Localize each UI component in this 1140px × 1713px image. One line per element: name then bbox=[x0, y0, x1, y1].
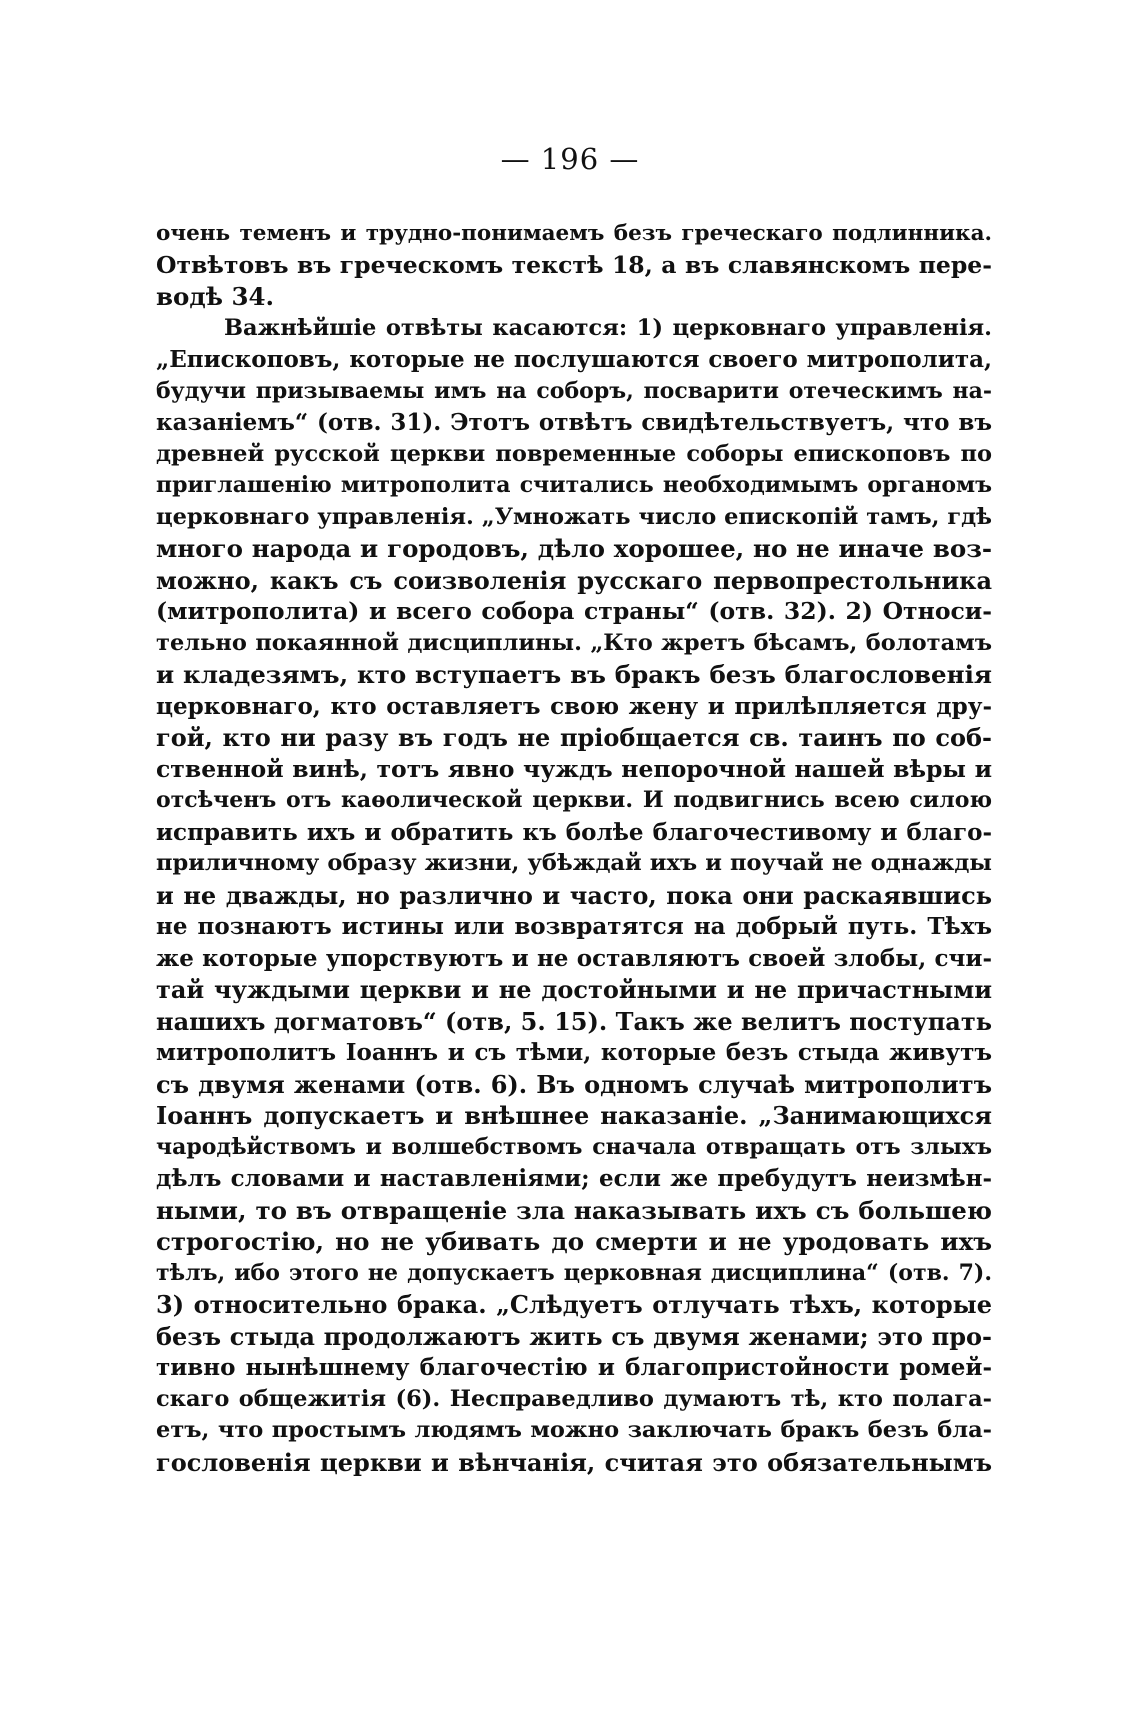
text-line: и не дважды, но различно и часто, пока они раскаявшись bbox=[156, 880, 992, 910]
text-line: съ двумя женами (отв. 6). Въ одномъ случаѣ митрополитъ bbox=[156, 1069, 992, 1099]
text-line: тивно нынѣшнему благочестію и благопристойности ромей- bbox=[156, 1354, 992, 1381]
text-line: дѣлъ словами и наставленіями; если же пребудутъ неизмѣн- bbox=[156, 1165, 992, 1192]
text-line: (митрополита) и всего собора страны“ (отв. 32). 2) Относи- bbox=[156, 597, 992, 625]
text-line: же которые упорствуютъ и не оставляютъ своей злобы, счи- bbox=[156, 944, 992, 972]
text-line: гой, кто ни разу въ годъ не пріобщается св. таинъ по соб- bbox=[156, 723, 992, 752]
body-text bbox=[156, 218, 992, 1478]
text-line: водѣ 34. bbox=[156, 282, 275, 311]
text-line: тѣлъ, ибо этого не допускаетъ церковная дисциплина“ (отв. 7). bbox=[156, 1259, 992, 1286]
text-line: церковнаго управленія. „Умножать число епископій тамъ, гдѣ bbox=[156, 503, 992, 530]
text-line: древней русской церкви повременные соборы епископовъ по bbox=[156, 440, 992, 467]
text-line: безъ стыда продолжаютъ жить съ двумя женами; это про- bbox=[156, 1321, 992, 1351]
text-line: тельно покаянной дисциплины. „Кто жретъ бѣсамъ, болотамъ bbox=[156, 629, 992, 656]
text-line: 3) относительно брака. „Слѣдуетъ отлучать тѣхъ, которые bbox=[156, 1290, 992, 1319]
text-line: будучи призываемы имъ на соборъ, посварити отеческимъ на- bbox=[156, 377, 992, 404]
text-line: чародѣйствомъ и волшебствомъ сначала отвращать отъ злыхъ bbox=[156, 1133, 992, 1160]
text-line: митрополитъ Іоаннъ и съ тѣми, которые безъ стыда живутъ bbox=[156, 1039, 992, 1066]
text-line: казаніемъ“ (отв. 31). Этотъ отвѣтъ свидѣтельствуетъ, что въ bbox=[156, 409, 992, 436]
text-line: приличному образу жизни, убѣждай ихъ и поучай не однажды bbox=[156, 850, 992, 876]
text-line: Іоаннъ допускаетъ и внѣшнее наказаніе. „Занимающихся bbox=[156, 1101, 992, 1130]
text-line: не познаютъ истины или возвратятся на добрый путь. Тѣхъ bbox=[156, 913, 992, 940]
text-line: гословенія церкви и вѣнчанія, считая это обязательнымъ bbox=[156, 1447, 992, 1477]
text-line: Важнѣйшіе отвѣты касаются: 1) церковнаго управленія. bbox=[224, 314, 992, 341]
page-number: — 196 — bbox=[500, 142, 640, 176]
text-line: приглашенію митрополита считались необходимымъ органомъ bbox=[156, 472, 992, 498]
text-line: етъ, что простымъ людямъ можно заключать бракъ безъ бла- bbox=[156, 1417, 992, 1443]
text-line: скаго общежитія (6). Несправедливо думаютъ тѣ, кто полага- bbox=[156, 1385, 992, 1412]
text-line: можно, какъ съ соизволенія русскаго первопрестольника bbox=[156, 565, 992, 595]
text-line: „Епископовъ, которые не послушаются своего митрополита, bbox=[156, 346, 992, 373]
text-line: очень теменъ и трудно-понимаемъ безъ греческаго подлинника. bbox=[156, 221, 992, 246]
text-line: и кладезямъ, кто вступаетъ въ бракъ безъ благословенія bbox=[156, 660, 992, 689]
text-line: много народа и городовъ, дѣло хорошее, но не иначе воз- bbox=[156, 534, 992, 563]
text-line: исправить ихъ и обратить къ болѣе благочестивому и благо- bbox=[156, 818, 992, 846]
text-line: церковнаго, кто оставляетъ свою жену и прилѣпляется дру- bbox=[156, 692, 992, 720]
text-line: Отвѣтовъ въ греческомъ текстѣ 18, а въ славянскомъ пере- bbox=[156, 250, 992, 279]
text-line: строгостію, но не убивать до смерти и не уродовать ихъ bbox=[156, 1227, 992, 1256]
text-line: ственной винѣ, тотъ явно чуждъ непорочной нашей вѣры и bbox=[156, 754, 992, 783]
text-line: ными, то въ отвращеніе зла наказывать ихъ съ большею bbox=[156, 1195, 992, 1225]
text-line: тай чуждыми церкви и не достойными и не причастными bbox=[156, 975, 992, 1004]
text-line: нашихъ догматовъ“ (отв, 5. 15). Такъ же велитъ поступать bbox=[156, 1006, 992, 1036]
text-line: отсѣченъ отъ каѳолической церкви. И подвигнись всею силою bbox=[156, 787, 992, 813]
